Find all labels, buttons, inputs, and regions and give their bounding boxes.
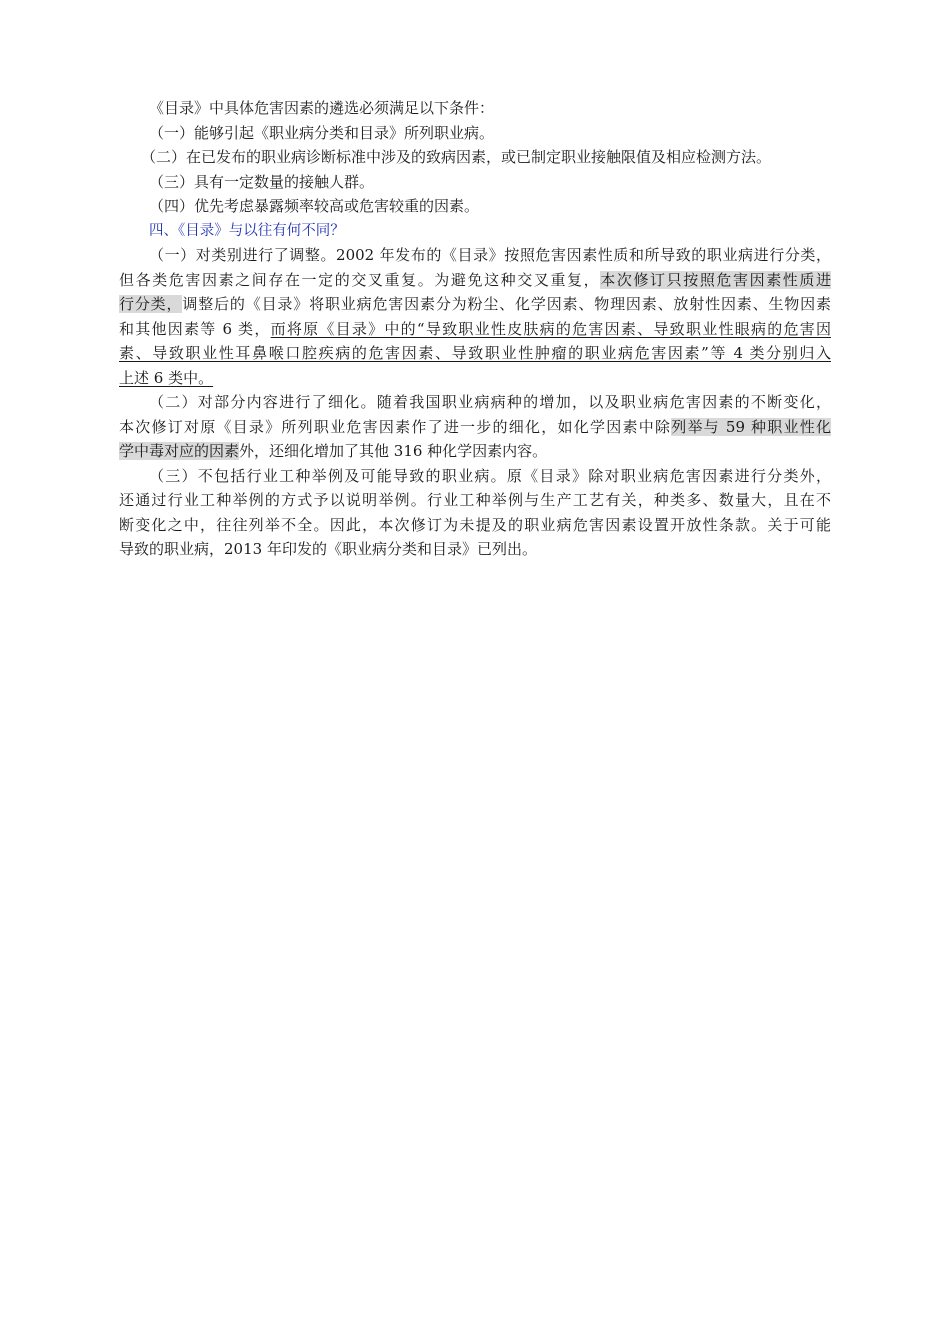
paragraph-line: （一）对类别进行了调整。2002 年发布的《目录》按照危害因素性质和所导致的职业病进行分类，: [149, 246, 831, 264]
underlined-text: 而将原《目录》中的“导致职业性皮肤病的危害因素、导致职业性眼病的危害因: [270, 319, 831, 338]
document-page: [119, 96, 831, 562]
text-span: 外，还细化增加了其他 316 种化学因素内容。: [239, 442, 548, 460]
condition-item-1: （一）能够引起《职业病分类和目录》所列职业病。: [149, 123, 495, 142]
paragraph-line: [119, 292, 831, 317]
paragraph-line: （三）不包括行业工种举例及可能导致的职业病。原《目录》除对职业病危害因素进行分类外，: [149, 466, 831, 485]
paragraph-line: [119, 415, 831, 440]
paragraph-line: （二）对部分内容进行了细化。随着我国职业病病种的增加，以及职业病危害因素的不断变化，: [149, 393, 831, 411]
paragraph-line: [119, 317, 831, 342]
paragraph-category-adjustment: [119, 243, 831, 390]
paragraph-exclusions: [119, 464, 831, 562]
paragraph-line: [119, 366, 831, 391]
highlighted-text: 学中毒对应的因素: [119, 442, 240, 460]
paragraph-refinement: [119, 390, 831, 464]
paragraph-line: [119, 268, 831, 293]
text-span: 和其他因素等 6 类，: [119, 319, 271, 338]
highlighted-text: 行分类，: [119, 295, 183, 313]
condition-item-4: （四）优先考虑暴露频率较高或危害较重的因素。: [149, 197, 480, 215]
text-span: 但各类危害因素之间存在一定的交叉重复。为避免这种交叉重复，: [119, 270, 601, 289]
underlined-text: 素、导致职业性耳鼻喉口腔疾病的危害因素、导致职业性肿瘤的职业病危害因素”等 4 类分别归入: [119, 344, 831, 362]
text-span: 调整后的《目录》将职业病危害因素分为粉尘、化学因素、物理因素、放射性因素、生物因素: [182, 295, 831, 313]
highlighted-text: 本次修订只按照危害因素性质进: [600, 270, 831, 289]
conditions-intro: 《目录》中具体危害因素的遴选必须满足以下条件：: [149, 99, 495, 117]
paragraph-line: 还通过行业工种举例的方式予以说明举例。行业工种举例与生产工艺有关，种类多、数量大，且在不: [119, 491, 831, 509]
section-heading: 四、《目录》与以往有何不同？: [149, 222, 345, 239]
paragraph-line: [119, 439, 831, 464]
text-span: 本次修订对原《目录》所列职业危害因素作了进一步的细化，如化学因素中除: [119, 417, 672, 436]
paragraph-line: 导致的职业病，2013 年印发的《职业病分类和目录》已列出。: [119, 540, 537, 558]
paragraph-line: [119, 341, 831, 366]
paragraph-line: 断变化之中，往往列举不全。因此，本次修订为未提及的职业病危害因素设置开放性条款。关于可能: [119, 515, 831, 534]
underlined-text: 上述 6 类中。: [119, 368, 214, 387]
condition-item-3: （三）具有一定数量的接触人群。: [149, 172, 375, 191]
highlighted-text: 列举与 59 种职业性化: [671, 417, 831, 436]
condition-item-2: （二）在已发布的职业病诊断标准中涉及的致病因素，或已制定职业接触限值及相应检测方法。: [141, 148, 772, 166]
